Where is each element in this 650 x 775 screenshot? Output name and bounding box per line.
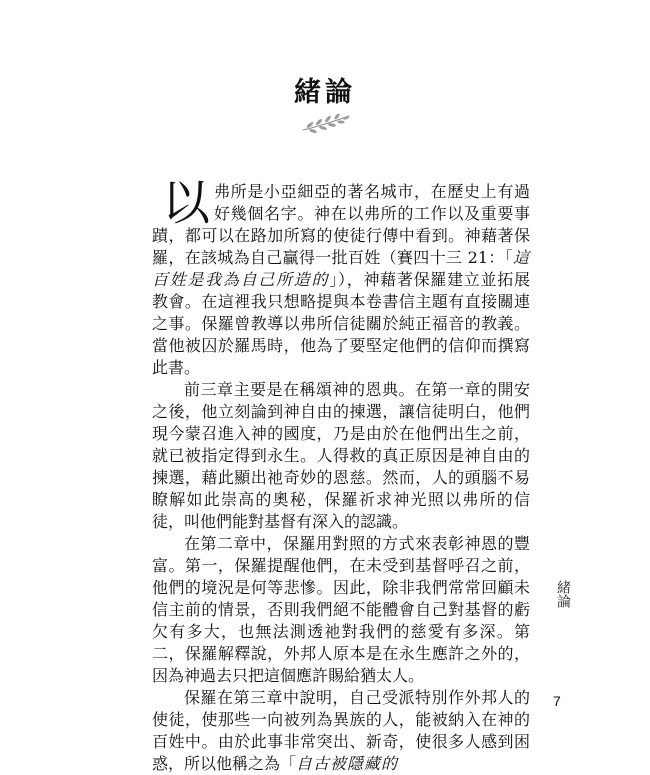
paragraph-4-text-a: 保羅在第三章中說明，自己受派特別作外邦人的使徒，使那些一向被列為異族的人，能被納入在神的百姓中。由於此事非常突出、新奇，使很多人感到困惑，所以他稱之為「 xyxy=(152,688,530,773)
body-text xyxy=(152,175,530,775)
paragraph-4 xyxy=(152,687,530,775)
chapter-title: 緒論 xyxy=(294,77,356,108)
paragraph-1-text-a: 弗所是小亞細亞的著名城市，在歷史上有過好幾個名字。神在以弗所的工作以及重要事蹟，都可以在路加所寫的使徒行傳中看到。神藉著保羅，在該城為自己贏得一批百姓（賽四十三 21：「 xyxy=(152,182,530,267)
scripture-quote: 這百姓是我為自己所造的 xyxy=(152,248,530,289)
drop-cap: 以 xyxy=(162,175,211,231)
paragraph-3: 在第二章中，保羅用對照的方式來表彰神恩的豐富。第一，保羅提醒他們，在未受到基督呼召之前，他們的境況是何等悲慘。因此，除非我們常常回顧未信主前的情景，否則我們絕不能體會自己對基督的虧欠有多大，也無法測透祂對我們的慈愛有多深。第二，保羅解釋說，外邦人原本是在永生應許之外的，因為神過去只把這個應許賜給猶太人。 xyxy=(152,534,530,685)
running-head: 緒論 xyxy=(555,580,571,608)
paragraph-1-text-b: 」），神藉著保羅建立並拓展教會。在這裡我只想略提與本卷書信主題有直接關連之事。保羅曾教導以弗所信徒關於純正福音的教義。當他被囚於羅馬時，他為了要堅定他們的信仰而撰寫此書。 xyxy=(152,270,530,377)
laurel-branch-icon xyxy=(300,112,352,134)
paragraph-4-quote: 自古被隱藏的 xyxy=(296,754,399,773)
paragraph-2: 前三章主要是在稱頌神的恩典。在第一章的開安之後，他立刻論到神自由的揀選，讓信徒明白，他們現今蒙召進入神的國度，乃是由於在他們出生之前，就已被指定得到永生。人得救的真正原因是神自由的揀選，藉此顯出祂奇妙的恩慈。然而，人的頭腦不易瞭解如此崇高的奧秘，保羅祈求神光照以弗所的信徒，叫他們能對基督有深入的認識。 xyxy=(152,380,530,531)
paragraph-1 xyxy=(152,175,530,379)
page-number: 7 xyxy=(553,693,561,709)
